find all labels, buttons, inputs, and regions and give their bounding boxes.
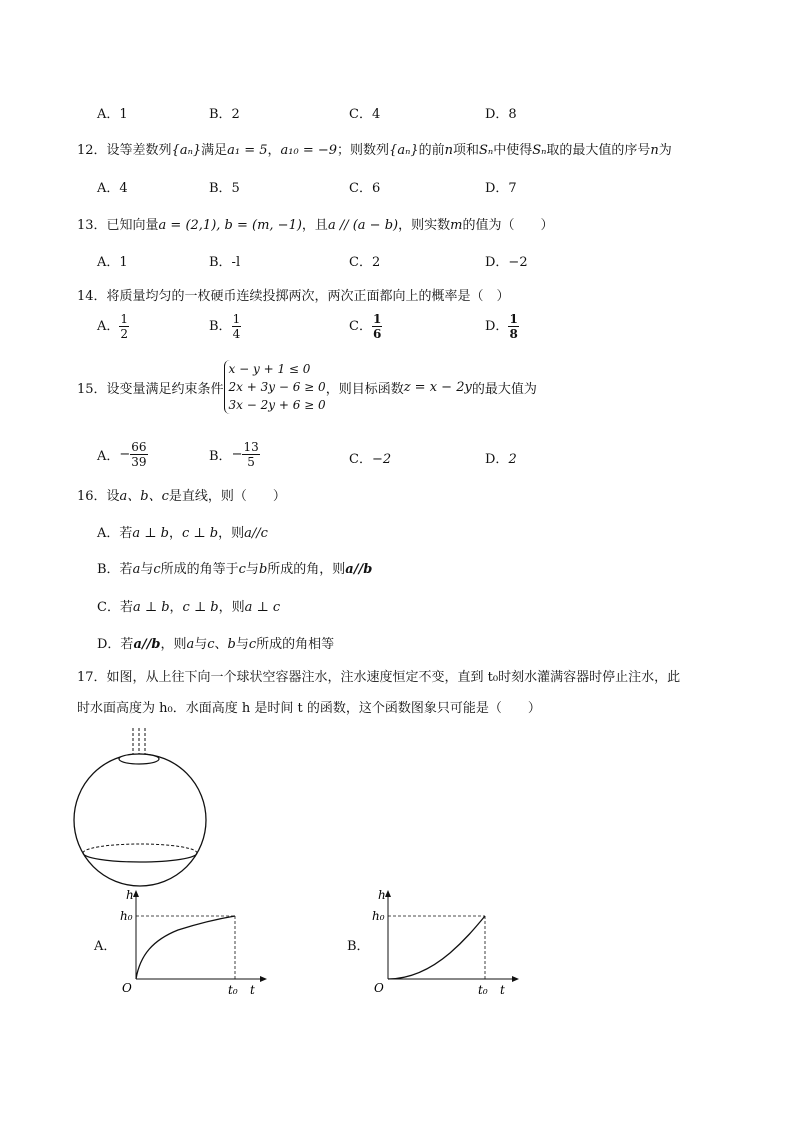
q14-option-d: D． $\frac{1}{8}$ <box>485 312 518 341</box>
graph-a-axis-t0: t₀ <box>228 983 238 997</box>
q16-option-d: D．若a//b，则a与c、b与c所成的角相等 <box>97 637 335 652</box>
water-surface-front <box>83 853 197 862</box>
q15-option-b: B． − $\frac{13}{5}$ <box>209 440 259 469</box>
q16-stem: 16．设a、b、c是直线，则（ ） <box>77 489 286 504</box>
q11-option-c: C．4 <box>349 107 381 122</box>
graph-b <box>370 885 520 997</box>
q13-option-d: D．−2 <box>485 255 528 270</box>
q12-stem: 12．设等差数列{aₙ}满足a₁ = 5，a₁₀ = −9；则数列{aₙ}的前n项和Sₙ中使得Sₙ取的最大值的序号n为 <box>77 143 672 158</box>
q15-option-a: A． − $\frac{66}{39}$ <box>97 440 147 469</box>
q13-stem: 13．已知向量a = (2,1), b = (m, −1)，且a // (a − b)，则实数m的值为（ ） <box>77 218 554 233</box>
q15-stem: 15．设变量满足约束条件 x − y + 1 ≤ 0 2x + 3y − 6 ≥ 0 3x − 2y + 6 ≥ 0 ，则目标函数 z = x − 2y 的最大值为 <box>77 362 537 412</box>
graph-b-axis-t: t <box>500 983 505 997</box>
q11-option-d: D．8 <box>485 107 517 122</box>
sphere-top-opening <box>119 754 159 764</box>
q12-option-a: A．4 <box>97 181 128 196</box>
graph-b-axis-t0: t₀ <box>478 983 488 997</box>
q17-option-a-label: A． <box>94 939 117 954</box>
graph-a-axis-h: h <box>126 888 134 902</box>
graph-b-origin: O <box>374 981 384 995</box>
q16-option-b: B．若a与c所成的角等于c与b所成的角，则a//b <box>97 562 373 577</box>
q15-option-c: C．−2 <box>349 452 392 467</box>
q15-constraint-system: x − y + 1 ≤ 0 2x + 3y − 6 ≥ 0 3x − 2y + 6 ≥ 0 <box>224 360 326 414</box>
q13-option-c: C．2 <box>349 255 381 270</box>
graph-b-axis-h: h <box>378 888 386 902</box>
q16-option-a: A．若a ⊥ b，c ⊥ b，则a//c <box>97 526 268 541</box>
q12-option-d: D．7 <box>485 181 517 196</box>
graph-a-axis-h0: h₀ <box>120 909 133 923</box>
sphere-outline <box>74 754 206 886</box>
q11-option-a: A．1 <box>97 107 128 122</box>
graph-a-origin: O <box>122 981 132 995</box>
q17-option-b-label: B． <box>347 939 370 954</box>
graph-b-curve <box>388 916 485 979</box>
graph-a-axis-t: t <box>250 983 255 997</box>
q15-option-d: D．2 <box>485 452 517 467</box>
graph-b-axis-h0: h₀ <box>372 909 385 923</box>
q14-option-c: C． $\frac{1}{6}$ <box>349 312 382 341</box>
q13-option-b: B．-l <box>209 255 241 270</box>
graph-a <box>118 885 268 997</box>
q14-option-a: A． $\frac{1}{2}$ <box>97 312 129 341</box>
graph-a-curve <box>136 916 235 979</box>
q12-option-c: C．6 <box>349 181 381 196</box>
q14-option-b: B． $\frac{1}{4}$ <box>209 312 241 341</box>
q17-stem-line1: 17．如图，从上往下向一个球状空容器注水，注水速度恒定不变，直到 t₀时刻水灌满容器时停止注水，此 <box>77 670 681 685</box>
q17-stem-line2: 时水面高度为 h₀．水面高度 h 是时间 t 的函数，这个函数图象只可能是（ ） <box>77 701 541 716</box>
q13-option-a: A．1 <box>97 255 128 270</box>
q11-option-b: B．2 <box>209 107 240 122</box>
q14-stem: 14．将质量均匀的一枚硬币连续投掷两次，两次正面都向上的概率是（ ） <box>77 289 510 304</box>
sphere-container-figure <box>70 725 215 890</box>
q12-option-b: B．5 <box>209 181 240 196</box>
q16-option-c: C．若a ⊥ b，c ⊥ b，则a ⊥ c <box>97 600 281 615</box>
water-surface-back <box>83 844 197 853</box>
water-stream-lines <box>133 728 145 757</box>
